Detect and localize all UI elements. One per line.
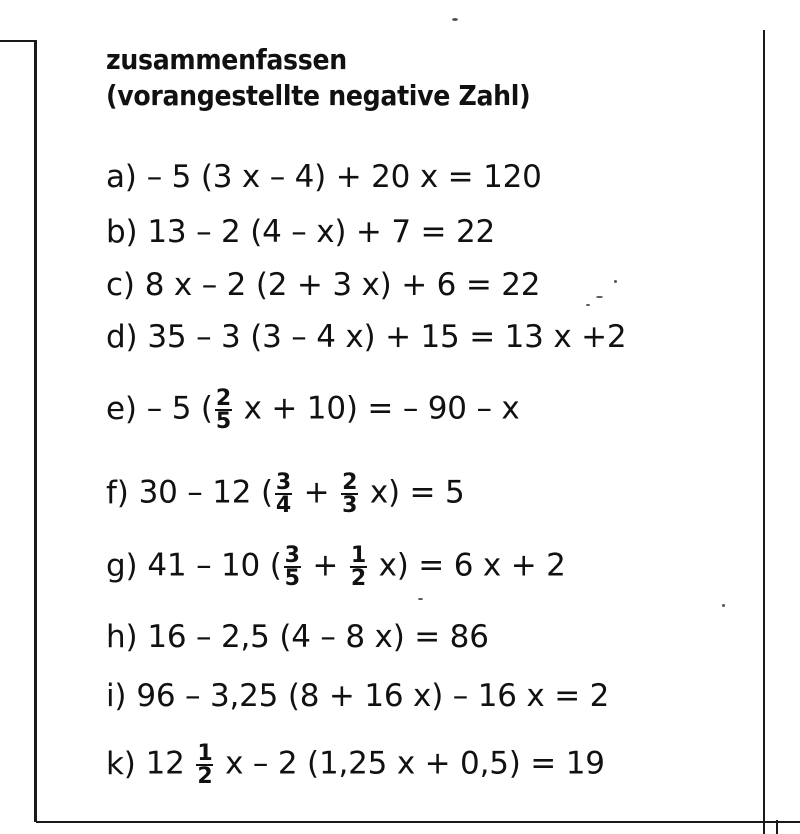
fraction-numerator: 1 <box>350 543 366 568</box>
frame-bottom-right-edge <box>776 820 778 834</box>
equation <box>146 743 605 787</box>
frame-left <box>34 40 37 822</box>
equation <box>147 388 520 432</box>
fraction-denominator: 4 <box>275 493 291 518</box>
title-line-1: zusammenfassen <box>106 43 347 76</box>
exercise-e <box>106 388 520 432</box>
fraction-numerator: 3 <box>275 470 291 495</box>
equation-text: – 5 (3 x – 4) + 20 x = 120 <box>146 159 542 195</box>
equation-text: 16 – 2,5 (4 – 8 x) = 86 <box>147 619 489 655</box>
fraction <box>284 545 301 589</box>
equation <box>145 268 541 302</box>
equation <box>147 320 626 354</box>
fraction-numerator: 2 <box>215 386 231 411</box>
fraction-numerator: 3 <box>284 543 300 568</box>
exercise-label: b) <box>106 214 138 250</box>
fraction <box>215 388 232 432</box>
frame-bottom <box>36 821 800 823</box>
fraction-denominator: 5 <box>284 566 300 591</box>
equation-text: 96 – 3,25 (8 + 16 x) – 16 x = 2 <box>136 678 610 714</box>
fraction <box>196 743 213 787</box>
scan-speck <box>596 296 603 298</box>
fraction-denominator: 2 <box>350 566 366 591</box>
equation-text: + <box>302 547 348 584</box>
equation <box>147 160 542 194</box>
scan-speck <box>586 304 590 306</box>
equation <box>147 215 495 249</box>
exercise-h <box>106 620 489 654</box>
exercise-g <box>106 545 566 589</box>
exercise-label: k) <box>106 745 136 782</box>
equation-text: x) = 6 x + 2 <box>368 547 566 584</box>
equation-text: 12 <box>145 745 195 782</box>
equation-text: – 5 ( <box>146 390 213 427</box>
exercise-i <box>106 679 609 713</box>
fraction-numerator: 2 <box>342 470 358 495</box>
equation-text: 13 – 2 (4 – x) + 7 = 22 <box>147 214 496 250</box>
title-line-2: (vorangestellte negative Zahl) <box>106 79 531 112</box>
fraction-denominator: 3 <box>342 493 358 518</box>
exercise-label: a) <box>106 159 137 195</box>
fraction <box>275 472 292 516</box>
fraction <box>350 545 367 589</box>
exercise-a <box>106 160 542 194</box>
equation <box>147 545 565 589</box>
exercise-c <box>106 268 540 302</box>
equation-text: x) = 5 <box>360 474 465 511</box>
exercise-label: g) <box>106 547 138 584</box>
equation-text: 35 – 3 (3 – 4 x) + 15 = 13 x +2 <box>147 319 627 355</box>
fraction <box>341 472 358 516</box>
exercise-k <box>106 743 605 787</box>
scan-speck <box>418 598 423 600</box>
frame-top-left <box>0 40 36 42</box>
equation-text: x – 2 (1,25 x + 0,5) = 19 <box>215 745 605 782</box>
exercise-label: f) <box>106 474 129 511</box>
equation-text: 30 – 12 ( <box>138 474 273 511</box>
equation <box>139 472 465 516</box>
exercise-d <box>106 320 626 354</box>
frame-right <box>763 30 765 834</box>
exercise-b <box>106 215 495 249</box>
equation-text: + <box>293 474 340 511</box>
worksheet-title <box>106 42 530 114</box>
equation-text: x + 10) = – 90 – x <box>233 390 520 427</box>
exercise-label: d) <box>106 319 138 355</box>
fraction-numerator: 1 <box>197 741 213 766</box>
equation <box>136 679 609 713</box>
fraction-denominator: 2 <box>197 764 213 789</box>
scan-speck <box>614 280 617 283</box>
exercise-f <box>106 472 464 516</box>
exercise-label: c) <box>106 267 135 303</box>
exercise-label: h) <box>106 619 138 655</box>
scan-speck <box>452 18 458 21</box>
equation-text: 8 x – 2 (2 + 3 x) + 6 = 22 <box>144 267 541 303</box>
fraction-denominator: 5 <box>215 409 231 434</box>
equation <box>147 620 488 654</box>
exercise-label: e) <box>106 390 137 427</box>
equation-text: 41 – 10 ( <box>147 547 282 584</box>
scan-speck <box>722 604 725 607</box>
exercise-label: i) <box>106 678 127 714</box>
